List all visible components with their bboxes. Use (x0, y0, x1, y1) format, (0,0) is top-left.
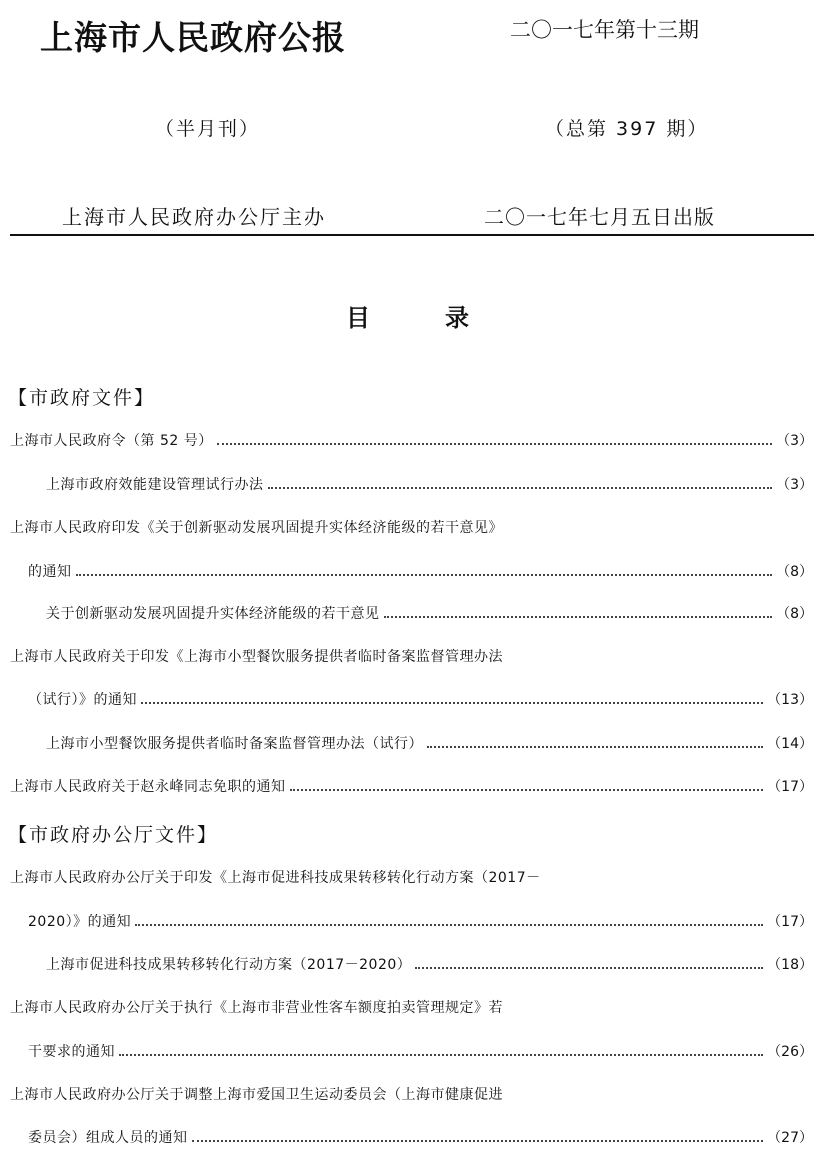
toc-entry-title: 2020）》的通知 (28, 914, 132, 930)
dot-leader (192, 1140, 764, 1142)
toc-entry[interactable] (46, 603, 813, 625)
toc-entry-title: 委员会）组成人员的通知 (28, 1130, 188, 1146)
dot-leader (268, 487, 773, 489)
dot-leader (217, 443, 772, 445)
toc-entry-page: （8） (776, 564, 813, 580)
toc-entry-title-line1[interactable]: 上海市人民政府关于印发《上海市小型餐饮服务提供者临时备案监督管理办法 (10, 649, 503, 665)
toc-heading: 目录 (346, 304, 544, 332)
toc-entry[interactable] (10, 776, 813, 798)
dot-leader (290, 789, 764, 791)
issue-number: 二〇一七年第十三期 (510, 18, 699, 42)
toc-entry[interactable] (28, 689, 813, 711)
toc-entry[interactable] (28, 561, 813, 583)
publish-date: 二〇一七年七月五日出版 (484, 205, 715, 229)
dot-leader (415, 967, 763, 969)
toc-entry-page: （3） (776, 433, 813, 449)
toc-entry[interactable] (28, 911, 813, 933)
toc-entry[interactable] (28, 1127, 813, 1149)
toc-entry[interactable] (28, 1041, 813, 1063)
dot-leader (384, 616, 773, 618)
section-municipal-government-documents: 【市政府文件】 (8, 387, 156, 409)
toc-entry-title-line1[interactable]: 上海市人民政府办公厅关于印发《上海市促进科技成果转移转化行动方案（2017－ (10, 870, 541, 886)
toc-entry-title-line1[interactable]: 上海市人民政府办公厅关于执行《上海市非营业性客车额度拍卖管理规定》若 (10, 1000, 503, 1016)
toc-entry-title: 上海市政府效能建设管理试行办法 (46, 477, 264, 493)
toc-entry-title: 上海市人民政府令（第 52 号） (10, 433, 213, 449)
section-general-office-documents: 【市政府办公厅文件】 (8, 824, 219, 846)
toc-entry[interactable] (46, 474, 813, 496)
toc-entry-title: 的通知 (28, 564, 72, 580)
sponsor-line: 上海市人民政府办公厅主办 (62, 205, 326, 229)
toc-entry-page: （3） (776, 477, 813, 493)
toc-entry[interactable] (46, 733, 813, 755)
publication-frequency: （半月刊） (155, 118, 261, 140)
toc-entry-page: （14） (767, 736, 813, 752)
toc-entry-page: （8） (776, 606, 813, 622)
toc-entry-page: （17） (767, 914, 813, 930)
toc-entry-title: 上海市人民政府关于赵永峰同志免职的通知 (10, 779, 286, 795)
toc-entry[interactable] (46, 954, 813, 976)
toc-entry-page: （18） (767, 957, 813, 973)
toc-entry-title: 关于创新驱动发展巩固提升实体经济能级的若干意见 (46, 606, 380, 622)
dot-leader (135, 924, 763, 926)
toc-entry-title: 上海市小型餐饮服务提供者临时备案监督管理办法（试行） (46, 736, 423, 752)
toc-entry-title-line1[interactable]: 上海市人民政府印发《关于创新驱动发展巩固提升实体经济能级的若干意见》 (10, 520, 503, 536)
toc-entry-title: 干要求的通知 (28, 1044, 115, 1060)
dot-leader (76, 574, 773, 576)
gazette-title: 上海市人民政府公报 (40, 18, 346, 57)
toc-entry-page: （27） (767, 1130, 813, 1146)
toc-entry-title: 上海市促进科技成果转移转化行动方案（2017－2020） (46, 957, 412, 973)
dot-leader (141, 702, 763, 704)
total-issue-number: （总第 397 期） (545, 118, 709, 140)
dot-leader (119, 1054, 763, 1056)
toc-entry-title: （试行）》的通知 (28, 692, 137, 708)
toc-entry-title-line1[interactable]: 上海市人民政府办公厅关于调整上海市爱国卫生运动委员会（上海市健康促进 (10, 1087, 503, 1103)
dot-leader (427, 746, 763, 748)
toc-entry-page: （13） (767, 692, 813, 708)
toc-entry-page: （26） (767, 1044, 813, 1060)
toc-entry-page: （17） (767, 779, 813, 795)
toc-entry[interactable] (10, 430, 813, 452)
